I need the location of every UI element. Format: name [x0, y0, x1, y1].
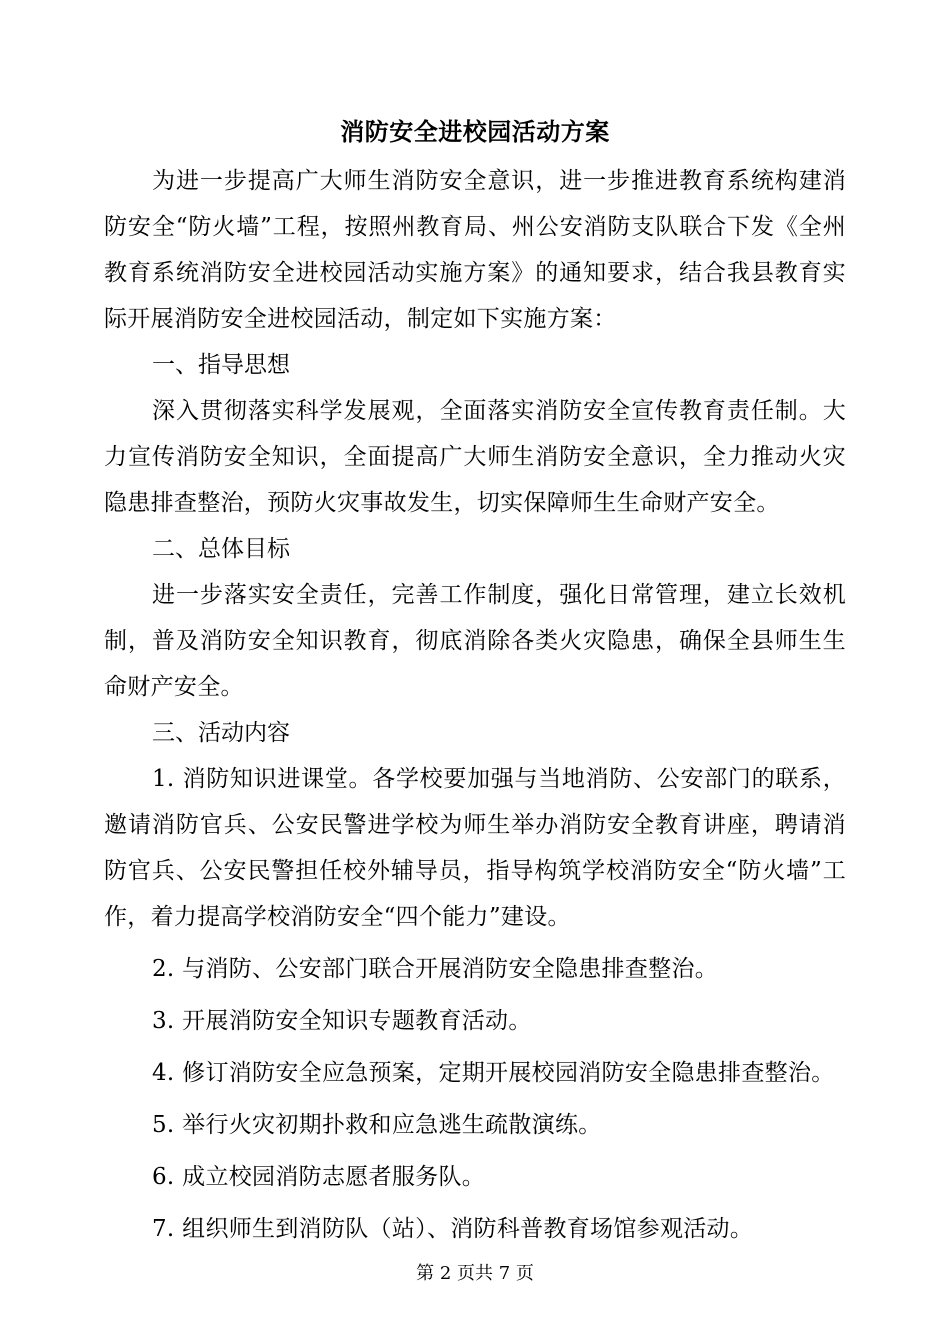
page-number-footer: 第 2 页共 7 页	[416, 1263, 534, 1284]
section-heading-overall-goal: 二、总体目标	[152, 536, 290, 562]
intro-paragraph: 为进一步提高广大师生消防安全意识，进一步推进教育系统构建消防安全“防火墙”工程，按照州教育局、州公安消防支队联合下发《全州教育系统消防安全进校园活动实施方案》的通知要求，结合我县教育实际开展消防安全进校园活动，制定如下实施方案：	[104, 168, 846, 332]
document-title: 消防安全进校园活动方案	[340, 117, 610, 146]
section-heading-guiding-ideology: 一、指导思想	[152, 352, 290, 378]
section-body-guiding-ideology: 深入贯彻落实科学发展观，全面落实消防安全宣传教育责任制。大力宣传消防安全知识，全面提高广大师生消防安全意识，全力推动火灾隐患排查整治，预防火灾事故发生，切实保障师生生命财产安全。	[104, 398, 846, 516]
section-heading-activity-content: 三、活动内容	[152, 720, 290, 746]
list-item: 7. 组织师生到消防队（站）、消防科普教育场馆参观活动。	[152, 1216, 754, 1242]
list-item: 6. 成立校园消防志愿者服务队。	[152, 1164, 486, 1190]
list-item: 5. 举行火灾初期扑救和应急逃生疏散演练。	[152, 1112, 602, 1138]
section-body-overall-goal: 进一步落实安全责任，完善工作制度，强化日常管理，建立长效机制，普及消防安全知识教育，彻底消除各类火灾隐患，确保全县师生生命财产安全。	[104, 582, 846, 700]
list-item: 3. 开展消防安全知识专题教育活动。	[152, 1008, 532, 1034]
list-item: 2. 与消防、公安部门联合开展消防安全隐患排查整治。	[152, 956, 719, 982]
document-page	[104, 112, 846, 1252]
list-item: 4. 修订消防安全应急预案，定期开展校园消防安全隐患排查整治。	[152, 1060, 835, 1086]
list-item: 1. 消防知识进课堂。各学校要加强与当地消防、公安部门的联系，邀请消防官兵、公安民警进学校为师生举办消防安全教育讲座，聘请消防官兵、公安民警担任校外辅导员，指导构筑学校消防安全“防火墙”工作，着力提高学校消防安全“四个能力”建设。	[104, 766, 846, 930]
